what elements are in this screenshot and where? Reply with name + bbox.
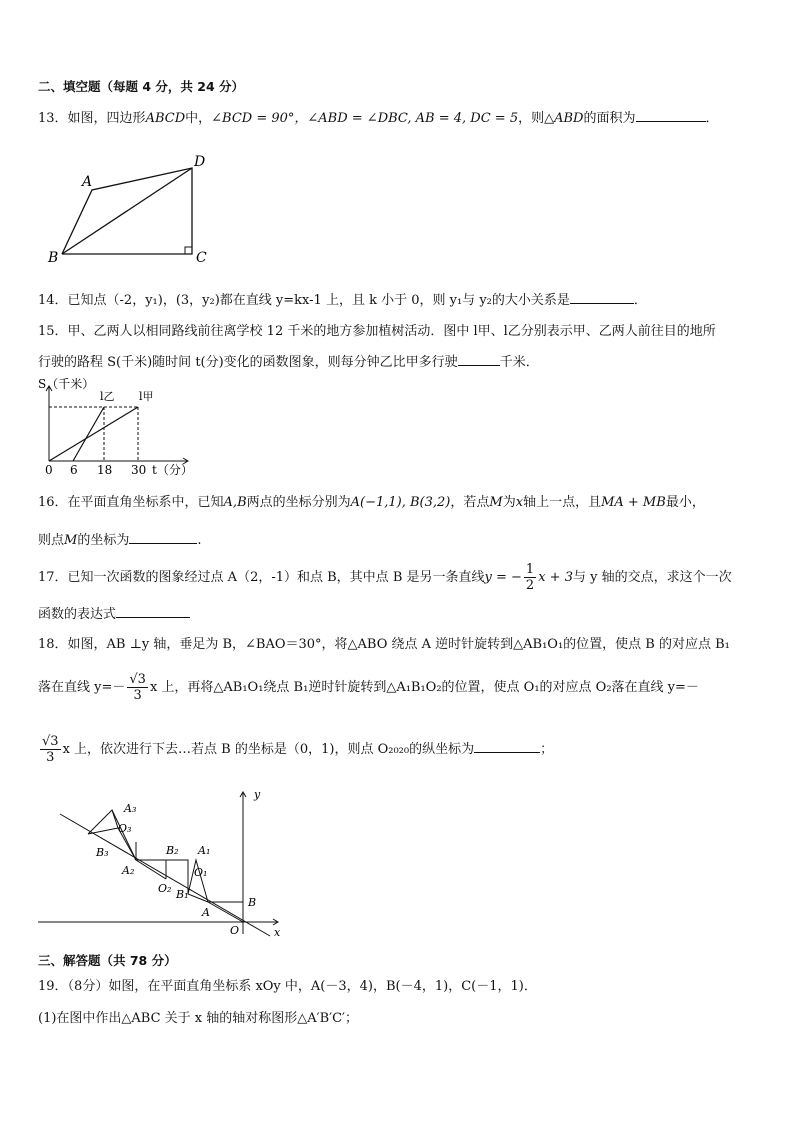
q16-text-c: ，若点: [450, 495, 490, 510]
q14-end: ．: [633, 293, 647, 308]
point-A2: A₂: [122, 864, 135, 877]
question-18-line2: [38, 666, 699, 710]
tick-30: 30: [131, 463, 147, 477]
q15-distance-time-graph: [36, 376, 206, 480]
q17-text-b: 与 y 轴的交点，求这个一次: [572, 570, 732, 585]
q16-end: .: [197, 533, 202, 548]
answer-blank: [129, 530, 197, 544]
answer-blank: [636, 108, 706, 122]
frac-denominator: 3: [46, 750, 55, 765]
q18-text: 落在直线 y=－: [38, 680, 126, 695]
frac-denominator: 3: [133, 688, 142, 703]
point-O3: O₃: [118, 822, 132, 835]
q16-m2: M: [64, 533, 78, 548]
point-O2: O₂: [158, 882, 172, 895]
question-14: [38, 290, 647, 310]
origin-O: O: [230, 924, 240, 937]
line-jia-label: l甲: [139, 390, 154, 403]
question-13: [38, 108, 719, 128]
q13-text: 如图，四边形: [67, 111, 146, 126]
question-19-line2: (1)在图中作出△ABC 关于 x 轴的轴对称图形△A′B′C′；: [38, 1011, 359, 1026]
point-B2: B₂: [166, 844, 179, 857]
line-yi-label: l乙: [100, 390, 115, 403]
frac-numerator: √3: [42, 734, 59, 749]
frac-denominator: 2: [525, 578, 535, 593]
q13-quad: ABCD: [145, 111, 186, 126]
q13-conditions: ∠BCD = 90°，∠ABD = ∠DBC, AB = 4, DC = 5: [211, 111, 519, 126]
frac-numerator: 1: [525, 562, 535, 577]
q13-end: ．: [705, 111, 719, 126]
frac-numerator: √3: [129, 672, 146, 687]
q13-text-b: 中，: [185, 111, 212, 126]
q16-text-d: 为: [502, 495, 516, 510]
q16-text-b: 两点的坐标分别为: [246, 495, 351, 510]
q16-text-g: 则点: [38, 533, 65, 548]
tick-6: 6: [70, 463, 78, 477]
question-17-line1: [38, 560, 732, 596]
question-16-line2: [38, 530, 201, 550]
answer-blank: [474, 739, 540, 753]
q13-text-d: 的面积为: [583, 111, 636, 126]
tick-0: 0: [45, 463, 53, 477]
question-18-line3: [38, 728, 553, 772]
q16-text-e: 轴上一点，且: [523, 495, 602, 510]
section-title-3: 三、解答题（共 78 分）: [38, 953, 177, 968]
q18-fraction: [127, 672, 148, 703]
q16-text-h: 的坐标为: [77, 533, 130, 548]
label-A: A: [82, 174, 93, 190]
point-B1: B₁: [176, 888, 189, 901]
question-15-line2: [38, 352, 539, 372]
q16-coords: A(−1,1), B(3,2): [350, 495, 451, 510]
axis-y-label: y: [254, 788, 261, 801]
question-15-line1: 15．甲、乙两人以相同路线前往离学校 12 千米的地方参加植树活动．图中 l甲、l乙分别表示甲、乙两人前往目的地所: [38, 324, 716, 339]
q13-quadrilateral-figure: [40, 150, 220, 270]
graph-y-label: S（千米）: [38, 377, 95, 391]
question-19-line1: 19．（8分）如图，在平面直角坐标系 xOy 中，A(－3，4)，B(－4，1)，C(－1，1)．: [38, 979, 537, 994]
q16-expr: MA + MB: [601, 495, 666, 510]
point-B3: B₃: [96, 846, 109, 859]
q17-fraction: [524, 562, 536, 593]
point-O1: O₁: [194, 866, 208, 879]
answer-blank: [570, 290, 634, 304]
answer-blank: [458, 352, 500, 366]
q18-rotation-figure: [30, 784, 300, 944]
q16-x: x: [515, 495, 524, 510]
point-A3: A₃: [124, 802, 137, 815]
q16-text: 16．在平面直角坐标系中，已知: [38, 495, 224, 510]
question-16-line1: [38, 494, 705, 512]
q15-unit: 千米．: [499, 355, 539, 370]
question-18-line1: 18．如图，AB ⊥y 轴，垂足为 B，∠BAO＝30°，将△ABO 绕点 A 逆时针旋转到△AB₁O₁的位置，使点 B 的对应点 B₁: [38, 637, 730, 652]
point-A: A: [202, 906, 210, 919]
q15-text: 行驶的路程 S(千米)随时间 t(分)变化的函数图象，则每分钟乙比甲多行驶: [38, 355, 458, 370]
q18-text-c: x 上，依次进行下去…若点 B 的坐标是（0，1)，则点 O₂₀₂₀的纵坐标为: [62, 742, 475, 757]
label-D: D: [194, 154, 206, 170]
section-title: 二、填空题（每题 4 分，共 24 分）: [38, 79, 245, 94]
q16-text-f: 最小，: [665, 495, 705, 510]
q16-m: M: [489, 495, 503, 510]
q13-number: 13．: [38, 111, 68, 126]
label-B: B: [48, 250, 59, 266]
label-C: C: [196, 250, 207, 266]
point-A1: A₁: [198, 844, 211, 857]
q14-text: 14．已知点（-2，y₁)，(3，y₂)都在直线 y=kx-1 上，且 k 小于 0，则 y₁与 y₂的大小关系是: [38, 293, 570, 308]
q13-triangle: ABD: [554, 111, 584, 126]
q18-text-b: x 上，再将△AB₁O₁绕点 B₁逆时针旋转到△A₁B₁O₂的位置，使点 O₁的对应点 O₂落在直线 y=－: [149, 680, 699, 695]
q17-eq-pre: y = −: [484, 570, 522, 585]
q18-fraction-2: [40, 734, 61, 765]
point-B: B: [248, 896, 257, 909]
graph-x-label: t（分）: [152, 463, 193, 477]
q13-text-c: ，则△: [518, 111, 555, 126]
q17-eq-post: x + 3: [538, 570, 573, 585]
q16-points: A,B: [223, 495, 247, 510]
tick-18: 18: [97, 463, 113, 477]
q18-end: ；: [540, 742, 554, 757]
question-17-line2: [38, 604, 190, 624]
q17-text-c: 函数的表达式: [38, 607, 117, 622]
q17-text: 17．已知一次函数的图象经过点 A（2，-1）和点 B，其中点 B 是另一条直线: [38, 570, 485, 585]
axis-x-label: x: [274, 926, 281, 939]
answer-blank: [116, 604, 190, 618]
